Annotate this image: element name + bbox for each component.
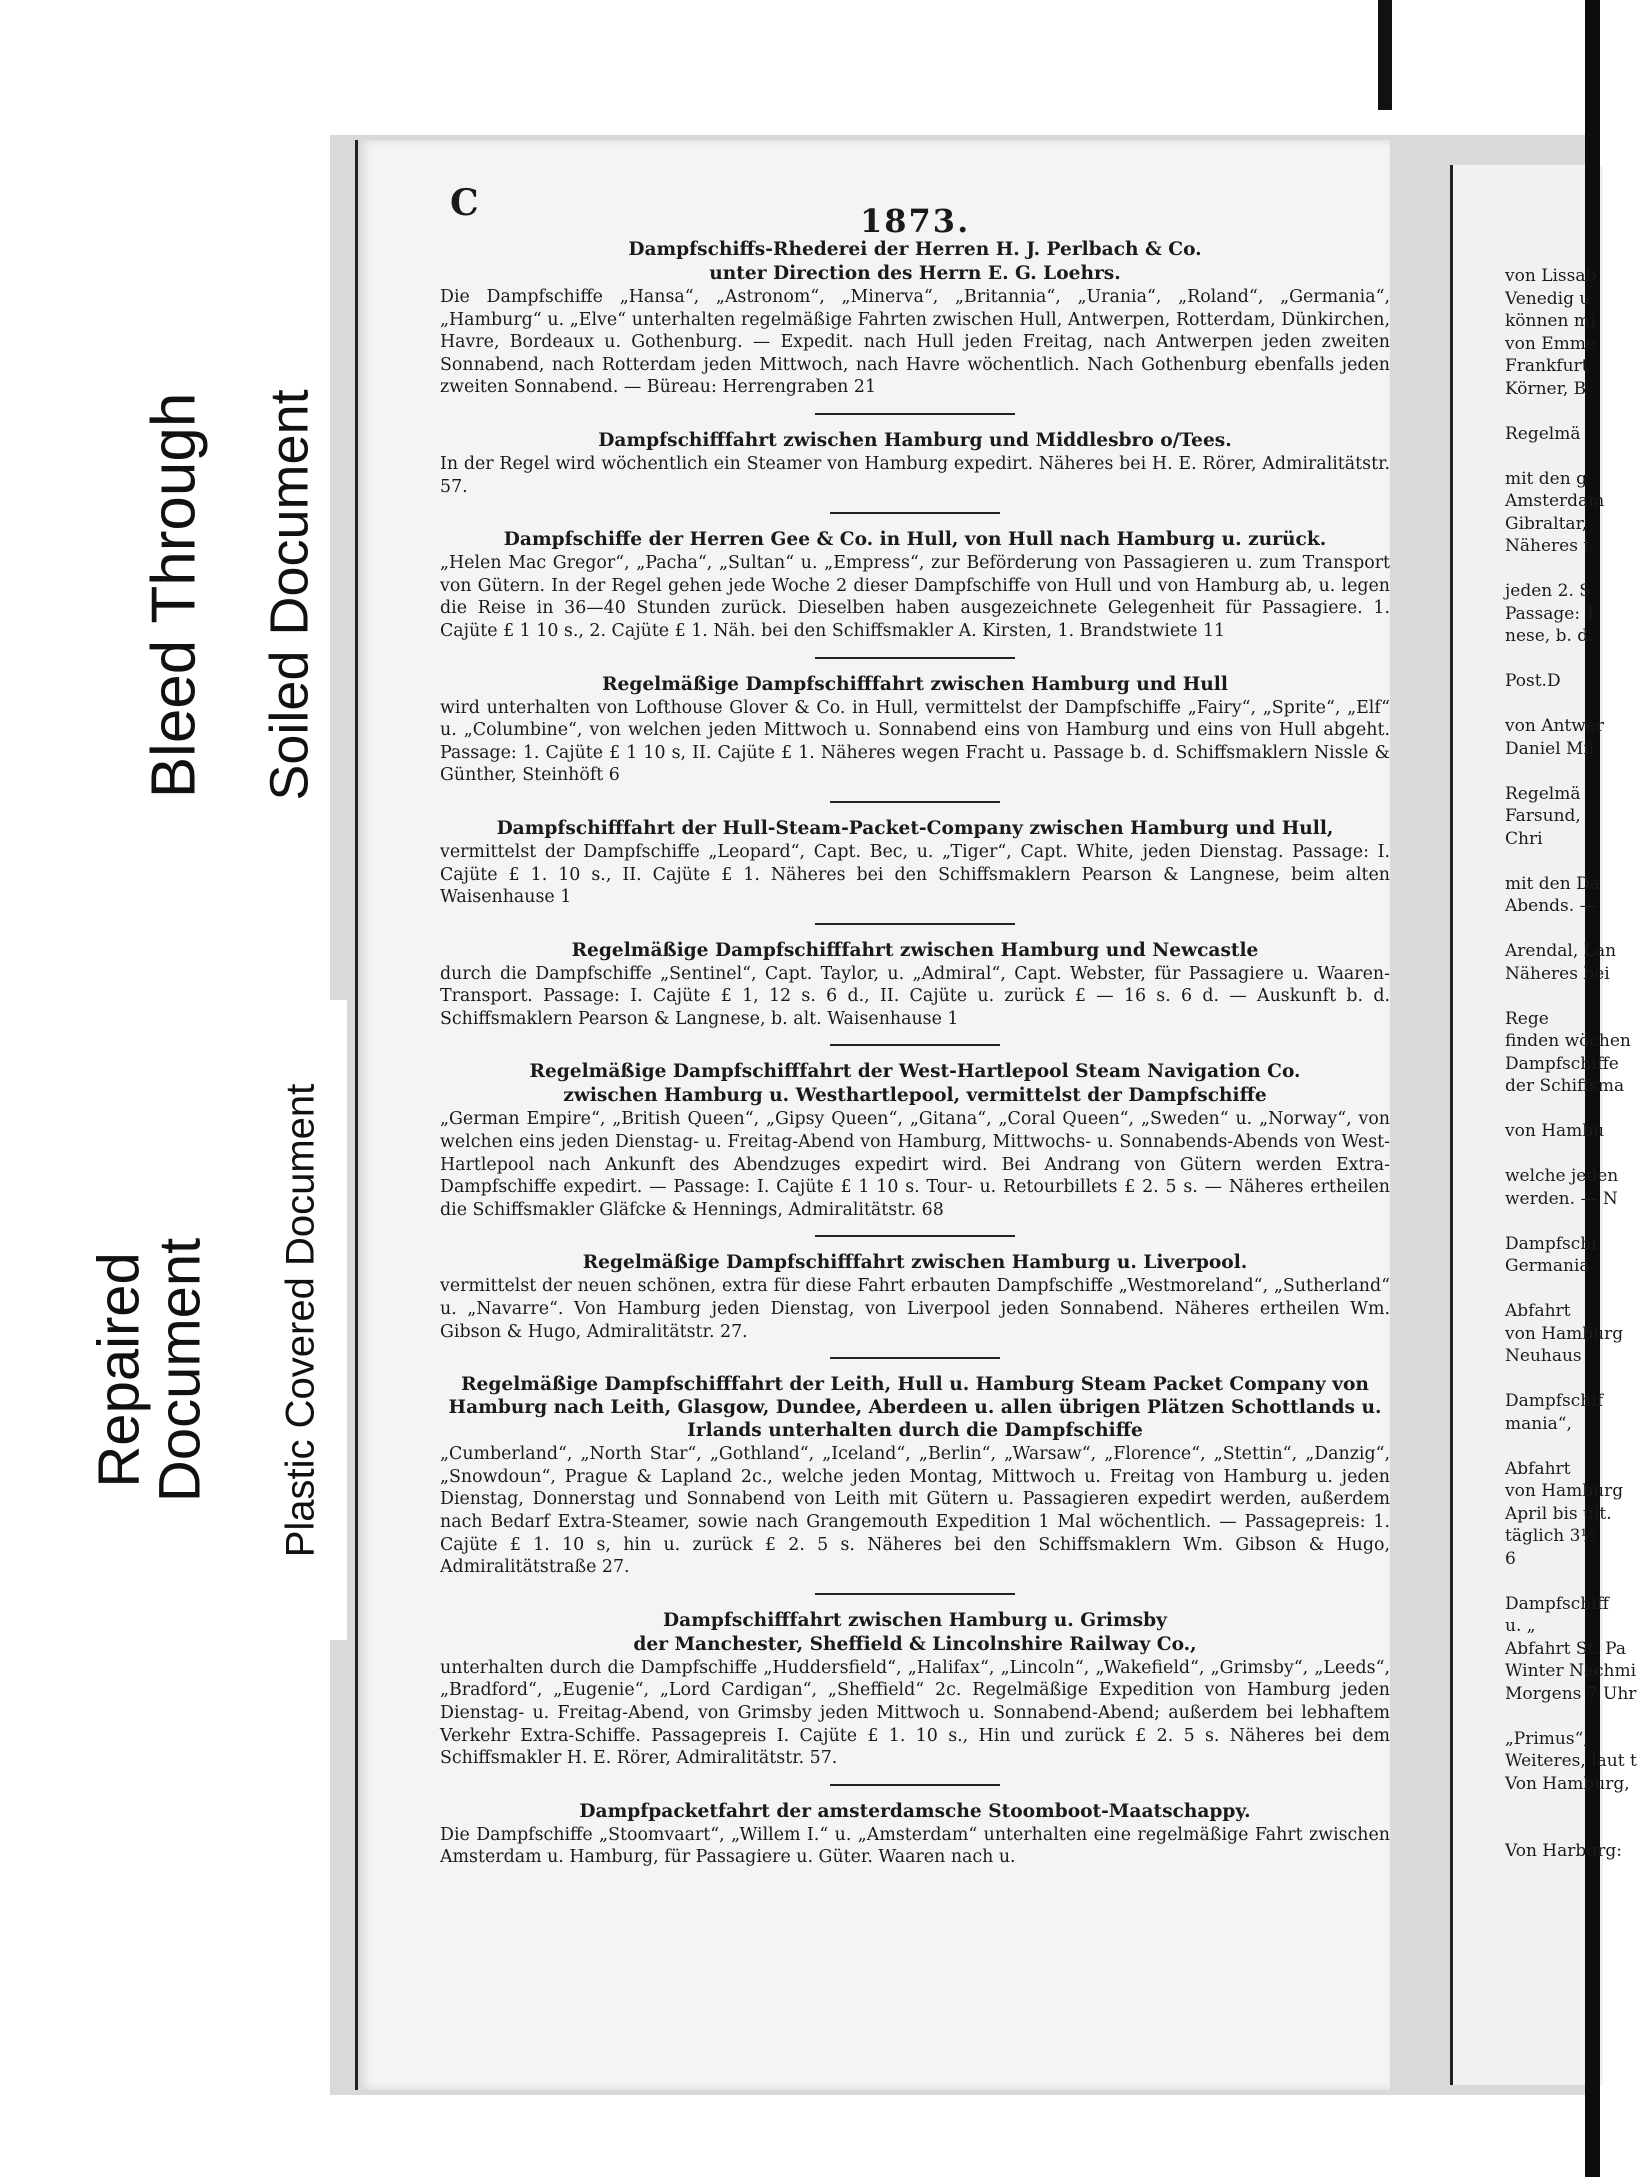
notice-section (440, 429, 1390, 498)
adjacent-page-line: Regelmä (1505, 783, 1581, 804)
adjacent-page-line (1505, 1818, 1605, 1841)
adjacent-page-line (1505, 400, 1605, 423)
notice-heading: Regelmäßige Dampfschifffahrt der West-Hartlepool Steam Navigation Co. (529, 1061, 1301, 1083)
adjacent-page-line: mit den g (1505, 468, 1587, 489)
label-bleed-through-text: Bleed Through (139, 392, 209, 798)
label-repaired-document-text (86, 1237, 212, 1503)
adjacent-page-line: Arendal, Lan (1505, 941, 1617, 961)
notice-subheading: zwischen Hamburg u. Westhartlepool, vermittelst der Dampfschiffe (563, 1085, 1267, 1107)
adjacent-page-line (1505, 1705, 1605, 1728)
section-divider (815, 1235, 1015, 1237)
adjacent-page-line: von Hamburg (1505, 1323, 1624, 1344)
adjacent-page-line: Rege (1505, 1008, 1549, 1029)
notice-heading: Regelmäßige Dampfschifffahrt zwischen Hamburg und Newcastle (571, 939, 1259, 961)
notice-body: wird unterhalten von Lofthouse Glover & Co. in Hull, vermittelst der Dampfschiffe „Fairy“, „Sprite“, „Elf“ u. „Columbine“, von welchen jeden Mittwoch u. Sonnabend eins von Hamburg und eins von Hull abgeht. Passage: 1. Cajüte £ 1 10 s, II. Cajüte £ 1. Näheres wegen Fracht u. Passage b. d. Schiffsmaklern Nissle & Günther, Steinhöft 6 (440, 697, 1390, 786)
adjacent-page-line: Regelmä (1505, 423, 1581, 444)
adjacent-page-line: Morgens 7 Uhr (1505, 1683, 1637, 1704)
adjacent-page-line: Neuhaus (1505, 1346, 1582, 1366)
adjacent-page-line: Abends. — (1505, 896, 1597, 916)
notice-body: vermittelst der neuen schönen, extra für diese Fahrt erbauten Dampfschiffe „Westmoreland“, „Sutherland“ u. „Navarre“. Von Hamburg jeden Dienstag, von Liverpool jeden Sonnabend. Näheres ertheilen Wm. Gibson & Hugo, Admiralitätstr. 27. (440, 1276, 1390, 1342)
label-plastic-covered-document (255, 1000, 347, 1640)
notice-heading: Dampfschifffahrt zwischen Hamburg u. Grimsby (663, 1609, 1167, 1631)
adjacent-page-column (1505, 265, 1637, 1863)
notice-heading: Regelmäßige Dampfschifffahrt der Leith, Hull u. Hamburg Steam Packet Company von Hamburg nach Leith, Glasgow, Dundee, Aberdeen u. allen übrigen Plätzen Schottlands u. Irlands unterhalten durch die Dampfschiffe (448, 1374, 1382, 1442)
section-divider (830, 801, 1000, 803)
notice-heading: Dampfschifffahrt zwischen Hamburg und Middlesbro o/Tees. (598, 429, 1232, 451)
adjacent-page-line: nese, b. d. (1505, 626, 1594, 646)
notice-body: vermittelst der Dampfschiffe „Leopard“, Capt. Bec, u. „Tiger“, Capt. White, jeden Dienstag. Passage: I. Cajüte £ 1. 10 s., II. Cajüte £ 1. Näheres bei den Schiffsmaklern Pearson & Langnese, beim alten Waisenhause 1 (440, 841, 1390, 908)
adjacent-page-line (1505, 558, 1605, 581)
notice-heading: Dampfschiffs-Rhederei der Herren H. J. Perlbach & Co. (628, 239, 1202, 260)
adjacent-page-line: Winter Nachmi (1505, 1661, 1637, 1681)
adjacent-page-line (1505, 760, 1605, 783)
adjacent-page-line (1505, 850, 1605, 873)
adjacent-page-line: Abfahrt (1505, 1301, 1571, 1321)
adjacent-page-line: Germania (1505, 1256, 1590, 1276)
adjacent-page-line: täglich 3½ (1505, 1526, 1597, 1546)
section-divider (815, 1593, 1015, 1595)
notice-heading: Regelmäßige Dampfschifffahrt zwischen Hamburg u. Liverpool. (582, 1252, 1248, 1274)
notice-body: Die Dampfschiffe „Hansa“, „Astronom“, „Minerva“, „Britannia“, „Urania“, „Roland“, „Germania“, „Hamburg“ u. „Elve“ unterhalten regelmäßige Fahrten zwischen Hull, Antwerpen, Rotterdam, Dünkirchen, Havre, Bordeaux u. Gothenburg. — Expedit. nach Hull jeden Freitag, nach Antwerpen jeden zweiten Sonnabend, nach Rotterdam jeden Mittwoch, nach Havre wöchentlich. Nach Gothenburg ebenfalls jeden zweiten Sonnabend. — Büreau: Herrengraben 21 (440, 287, 1390, 398)
adjacent-page-line: mit den Da (1505, 873, 1600, 894)
notice-body: „German Empire“, „British Queen“, „Gipsy Queen“, „Gitana“, „Coral Queen“, „Sweden“ u. „Norway“, von welchen eins jeden Dienstag- u. Freitag-Abend von Hamburg, Mittwochs- u. Sonnabends-Abends von West-Hartlepool nach Ankunft des Abendzuges expedirt wird. Bei Andrang von Gütern werden Extra-Dampfschiffe expedirt. — Passage: I. Cajüte £ 1 10 s. Tour- u. Retourbillets £ 2. 5 s. — Näheres ertheilen die Schiffsmakler Gläfcke & Hennings, Admiralitätstr. 68 (440, 1109, 1390, 1220)
adjacent-page-line (1505, 1435, 1605, 1458)
section-divider (815, 923, 1015, 925)
adjacent-page-line: werden. — N (1505, 1188, 1618, 1209)
notice-section (440, 817, 1390, 909)
adjacent-page-line (1505, 1098, 1605, 1121)
adjacent-page-line (1505, 1795, 1605, 1818)
adjacent-page-line: finden wöchen (1505, 1031, 1631, 1051)
notice-body: „Cumberland“, „North Star“, „Gothland“, „Iceland“, „Berlin“, „Warsaw“, „Florence“, „Stettin“, „Danzig“, „Snowdoun“, Prague & Lapland 2c., welche jeden Montag, Mittwoch u. Freitag von Hamburg u. jeden Dienstag, Donnerstag und Sonnabend von Leith mit Gütern u. Passagieren expedirt werden, außerdem nach Bedarf Extra-Steamer, sowie nach Grangemouth Expedition 1 Mal wöchentlich. — Passagepreis: 1. Cajüte £ 1. 10 s, hin u. zurück £ 2. 5 s. Näheres bei den Schiffsmaklern Wm. Gibson & Hugo, Admiralitätstraße 27. (440, 1444, 1390, 1578)
adjacent-page-line: jeden 2. S (1505, 581, 1591, 601)
adjacent-page-line: 6 (1505, 1548, 1516, 1569)
adjacent-page-line: von Hambu (1505, 1121, 1605, 1141)
label-repaired-document (60, 1150, 240, 1590)
adjacent-page-line: mania“, (1505, 1413, 1572, 1434)
label-soiled-document (250, 285, 330, 905)
adjacent-page-line: Abfahrt St. Pa (1505, 1638, 1626, 1659)
notice-body: Die Dampfschiffe „Stoomvaart“, „Willem I.“ u. „Amsterdam“ unterhalten eine regelmäßige Fahrt zwischen Amsterdam u. Hamburg, für Passagiere u. Güter. Waaren nach u. (440, 1824, 1390, 1868)
label-repaired-line1: Repaired (86, 1252, 152, 1488)
notice-heading: Dampfpacketfahrt der amsterdamsche Stoomboot-Maatschappy. (579, 1800, 1251, 1822)
adjacent-page-line: Gibraltar, (1505, 513, 1588, 534)
adjacent-page-line: Amsterdam (1505, 491, 1605, 511)
adjacent-page-line: der Schiffsma (1505, 1076, 1625, 1096)
adjacent-page-line: Körner, B (1505, 378, 1587, 399)
adjacent-page-line (1505, 693, 1605, 716)
notice-body: In der Regel wird wöchentlich ein Steamer von Hamburg expedirt. Näheres bei H. E. Rörer, Admiralitätstr. 57. (440, 453, 1390, 497)
adjacent-page-line: Weiteres, laut t (1505, 1751, 1637, 1771)
adjacent-page-line (1505, 1278, 1605, 1301)
section-divider (815, 657, 1015, 659)
adjacent-page-line: Näheres t (1505, 536, 1591, 556)
label-plastic-covered-text: Plastic Covered Document (278, 1083, 323, 1557)
adjacent-page-line: Näheres bei (1505, 963, 1610, 984)
notice-section (440, 673, 1390, 787)
adjacent-page-line: Von Harburg: (1505, 1841, 1622, 1861)
adjacent-page-line: u. „ (1505, 1616, 1536, 1636)
corner-mark: C (450, 182, 479, 224)
notice-section (440, 1609, 1390, 1770)
adjacent-page-line: von Hamburg (1505, 1481, 1624, 1501)
adjacent-page-line: Dampfschiffe (1505, 1053, 1619, 1074)
adjacent-page-line: Frankfurt (1505, 356, 1589, 376)
page-year: 1873. (860, 202, 971, 240)
section-divider (815, 413, 1015, 415)
adjacent-page-line: welche jeden (1505, 1166, 1619, 1186)
adjacent-page-line (1505, 445, 1605, 468)
adjacent-page-line: Passage: 1 (1505, 603, 1597, 624)
notice-section (440, 238, 1390, 399)
notice-body: „Helen Mac Gregor“, „Pacha“, „Sultan“ u. „Empress“, zur Beförderung von Passagieren u. zum Transport von Gütern. In der Regel gehen jede Woche 2 dieser Dampfschiffe von Hull und von Hamburg ab, u. legen die Reise in 36—40 Stunden zurück. Dieselben haben ausgezeichnete Gelegenheit für Passagiere. 1. Cajüte £ 1 10 s., 2. Cajüte £ 1. Näh. bei den Schiffsmakler A. Kirsten, 1. Brandstwiete 11 (440, 553, 1390, 641)
adjacent-page-line (1505, 918, 1605, 941)
adjacent-page-line (1505, 1570, 1605, 1593)
document-content (440, 238, 1390, 1875)
notice-subheading: der Manchester, Sheffield & Lincolnshire Railway Co., (633, 1633, 1197, 1655)
adjacent-page-line (1505, 1368, 1605, 1391)
adjacent-page-line (1505, 648, 1605, 671)
section-divider (830, 1357, 1000, 1359)
notice-section (440, 1251, 1390, 1343)
notice-heading: Regelmäßige Dampfschifffahrt zwischen Hamburg und Hull (602, 673, 1228, 695)
label-repaired-line2: Document (147, 1237, 212, 1503)
adjacent-page-line: Daniel Mil (1505, 738, 1595, 759)
section-divider (830, 1044, 1000, 1046)
adjacent-page-line: Dampfschi (1505, 1233, 1597, 1254)
scan-edge-bar (1378, 0, 1392, 110)
label-bleed-through (128, 285, 220, 905)
adjacent-page-line: Venedig u (1505, 288, 1591, 309)
notice-heading: Dampfschifffahrt der Hull-Steam-Packet-Company zwischen Hamburg und Hull, (496, 817, 1334, 839)
notice-heading: Dampfschiffe der Herren Gee & Co. in Hull, von Hull nach Hamburg u. zurück. (503, 529, 1327, 551)
adjacent-page-line (1505, 1143, 1605, 1166)
adjacent-page-line: „Primus“, (1505, 1728, 1589, 1749)
adjacent-page-line: April bis ult. (1505, 1503, 1612, 1524)
adjacent-page-line: von Emme (1505, 333, 1596, 354)
adjacent-page-line: können mi (1505, 311, 1596, 331)
adjacent-page-line: Von Hamburg, (1505, 1773, 1630, 1794)
section-divider (830, 1784, 1000, 1786)
adjacent-page-line: Dampfschif (1505, 1391, 1603, 1411)
label-soiled-document-text: Soiled Document (260, 389, 321, 801)
adjacent-page-line (1505, 1210, 1605, 1233)
adjacent-page-line (1505, 985, 1605, 1008)
adjacent-page-line: Chri (1505, 828, 1543, 849)
adjacent-page-line: Dampfschiff (1505, 1593, 1609, 1614)
adjacent-page-line: Post.D (1505, 671, 1561, 691)
notice-section (440, 1373, 1390, 1579)
notice-subheading: unter Direction des Herrn E. G. Loehrs. (709, 263, 1121, 284)
section-divider (830, 512, 1000, 514)
adjacent-page-line: von Antwer (1505, 716, 1604, 736)
notice-section (440, 1800, 1390, 1869)
adjacent-page-line: Abfahrt (1505, 1458, 1571, 1479)
notice-body: unterhalten durch die Dampfschiffe „Huddersfield“, „Halifax“, „Lincoln“, „Wakefield“, „Grimsby“, „Leeds“, „Bradford“, „Eugenie“, „Lord Cardigan“, „Sheffield“ 2c. Regelmäßige Expedition von Hamburg jeden Dienstag- u. Freitag-Abend, von Grimsby jeden Mittwoch u. Sonnabend-Abend; außerdem bei lebhaftem Verkehr Extra-Schiffe. Passagepreis I. Cajüte £ 1. 10 s., Hin und zurück £ 2. 5 s. Näheres bei dem Schiffsmakler H. E. Rörer, Admiralitätstr. 57. (440, 1657, 1390, 1769)
notice-section (440, 939, 1390, 1031)
notice-section (440, 528, 1390, 642)
adjacent-page-line: Farsund, (1505, 806, 1581, 826)
adjacent-page-line: von Lissab (1505, 266, 1597, 286)
notice-body: durch die Dampfschiffe „Sentinel“, Capt. Taylor, u. „Admiral“, Capt. Webster, für Passagiere u. Waaren-Transport. Passage: I. Cajüte £ 1, 12 s. 6 d., II. Cajüte u. zurück £ — 16 s. 6 d. — Auskunft b. d. Schiffsmaklern Pearson & Langnese, b. alt. Waisenhause 1 (440, 963, 1390, 1029)
notice-section (440, 1060, 1390, 1221)
